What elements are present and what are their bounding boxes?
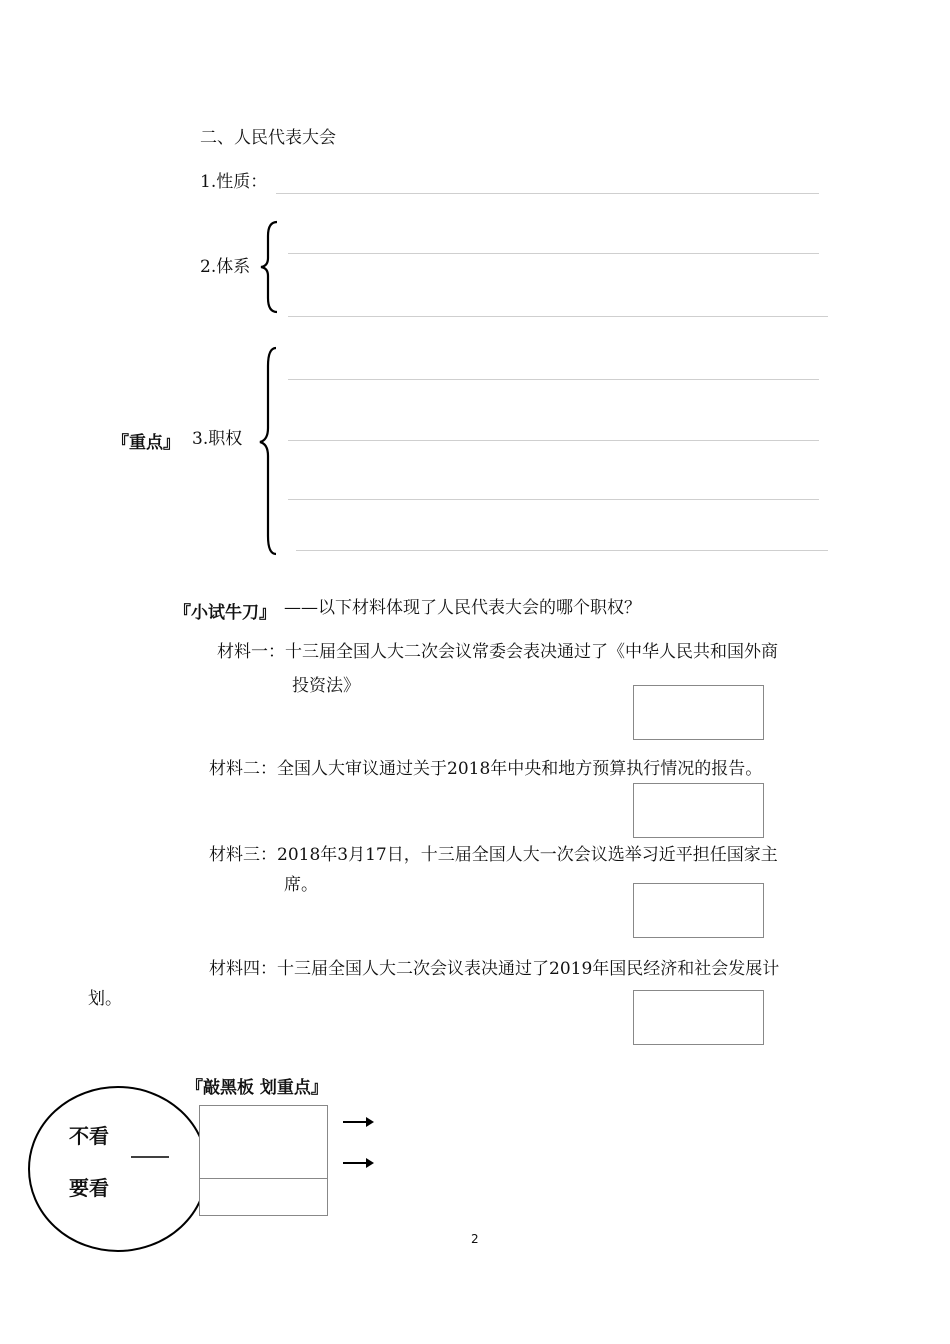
arrow-right-icon-2: [343, 1158, 374, 1168]
blackboard-answer-box-2[interactable]: [199, 1141, 328, 1179]
arrow-right-icon-1: [343, 1117, 374, 1127]
look-label: 要看: [69, 1176, 109, 1200]
not-look-label: 不看: [69, 1124, 109, 1148]
powers-label: 3.职权: [192, 429, 243, 449]
practice-question: ——以下材料体现了人民代表大会的哪个职权？: [284, 598, 641, 618]
blackboard-answer-box-1[interactable]: [199, 1105, 328, 1143]
material-3-answer-box[interactable]: [633, 883, 764, 938]
mind-map-circle-icon: [29, 1087, 207, 1251]
powers-brace-icon: [260, 348, 276, 554]
material-1-line-1: 材料一：十三届全国人大二次会议常委会表决通过了《中华人民共和国外商: [217, 642, 778, 662]
system-brace-icon: [261, 222, 277, 312]
blackboard-tag: 『敲黑板 划重点』: [186, 1078, 328, 1098]
material-4-answer-box[interactable]: [633, 990, 764, 1045]
material-1-answer-box[interactable]: [633, 685, 764, 740]
material-4-line-2: 划。: [88, 989, 122, 1009]
nature-label: 1.性质：: [200, 172, 268, 192]
key-point-tag: 『重点』: [112, 433, 180, 453]
material-2-answer-box[interactable]: [633, 783, 764, 838]
material-1-line-2: 投资法》: [292, 676, 360, 696]
system-label: 2.体系: [200, 257, 251, 277]
material-2-line-1: 材料二：全国人大审议通过关于2018年中央和地方预算执行情况的报告。: [209, 759, 763, 779]
page-number: 2: [471, 1232, 479, 1246]
section-title: 二、人民代表大会: [200, 128, 336, 148]
practice-tag: 『小试牛刀』: [174, 603, 276, 623]
material-3-line-2: 席。: [284, 875, 318, 895]
material-3-line-1: 材料三：2018年3月17日，十三届全国人大一次会议选举习近平担任国家主: [209, 845, 778, 865]
material-4-line-1: 材料四：十三届全国人大二次会议表决通过了2019年国民经济和社会发展计: [209, 959, 780, 979]
blackboard-answer-box-3[interactable]: [199, 1178, 328, 1216]
